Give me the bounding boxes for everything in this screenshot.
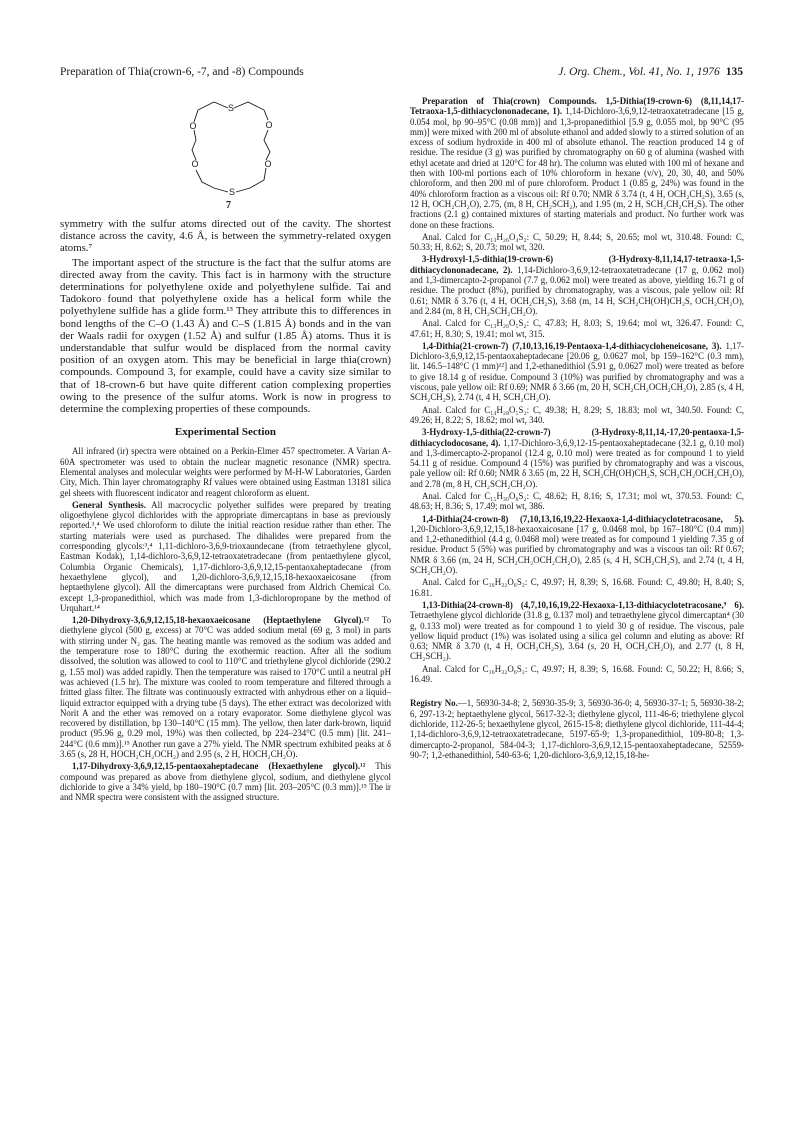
- paragraph-heading: 3-Hydroxyl-1,5-dithia(19-crown-6) (3-Hydroxy-8,11,14,17-tetraoxa-1,5-dithiacyclononadecane, 2).: [410, 254, 744, 275]
- compound-number: 7: [226, 200, 231, 211]
- analysis-line: Anal. Calcd for C₁₅H₃₀O₆S₂: C, 48.62; H, 8.16; S, 17.31; mol wt, 370.53. Found: C, 48.63; H, 8.36; S, 17.49; mol wt, 386.: [410, 490, 744, 512]
- oxygen-atom: O: [264, 159, 272, 169]
- experimental-paragraph: [410, 341, 744, 403]
- registry-heading: Registry No.: [410, 698, 458, 709]
- paragraph-body: To diethylene glycol (500 g, excess) at 70°C was added sodium metal (69 g, 3 mol) in parts with stirring under N₂ gas. The heating mantle was removed as the sodium was added and the temperature rose to 180°C during the exothermic reaction. After all the sodium dissolved, the solution was allowed to cool to 110°C and triethylene glycol dichloride (290.2 g, 1.55 mol) was added rapidly. Then the temperature was raised to 170°C until a neutral pH was achieved (1.5 hr). The mixture was cooled to room temperature and filtered through a fritted glass filter. The filtrate was continuously extracted with anhydrous ether on a liquid–liquid extractor equipped with a drying tube (5 days). The ether extract was decolorized with Norit A and the ether was removed on a rotary evaporator. Some diethylene glycol was recovered by distillation, bp 130–140°C (15 mm). The yellow, then later dark-brown, liquid product (95.96 g, 0.29 mol, 19%) was then collected, bp 224–234°C (0.5 mm) [lit. 241–244°C (0.6 mm)].¹⁵ Another run gave a 27% yield. The NMR spectrum exhibited peaks at δ 3.65 (s, 28 H, HOCH₂CH₂OCH₂) and 2.95 (s, 2 H, HOCH₂CH₂O).: [60, 615, 391, 760]
- crown-ether-structure: [188, 98, 274, 202]
- running-header: [60, 66, 743, 82]
- paragraph-heading: 1,4-Dithia(24-crown-8) (7,10,13,16,19,22-Hexaoxa-1,4-dithiacyclotetracosane, 5).: [422, 513, 744, 524]
- body-paragraph: The important aspect of the structure is the fact that the sulfur atoms are directed away from the cavity. This fact is in harmony with the structure determinations for polyethylene oxide and polyethylene sulfide. Tai and Tadokoro found that polyethylene oxide has a helical form while the polyethylene sulfide has a glide form.¹³ They attribute this to differences in bond lengths of the C–O (1.43 Å) and C–S (1.815 Å) bonds and in the van der Waals radii for oxygen (1.52 Å) and sulfur (1.85 Å) atoms. Thus it is understandable that sulfur would be displaced from the normal cavity position of an oxygen atom. This may be beneficial in large thia(crown) compounds. Compound 3, for example, could have a cavity size similar to that of 18-crown-6 but have quite different cation complexing properties owing to the presence of the sulfur atoms. Work is now in progress to determine the complexing properties of these compounds.: [60, 256, 391, 416]
- experimental-paragraph: [410, 600, 744, 662]
- registry-body: —1, 56930-34-8; 2, 56930-35-9; 3, 56930-36-0; 4, 56930-37-1; 5, 56930-38-2; 6, 297-13-2; heptaethylene glycol, 5617-32-3; diethylene glycol, 111-46-6; triethylene glycol dichloride, 112-26-5; hexaethylene glycol, 2615-15-8; diethylene glycol dichloride, 111-44-4; 1,14-dichloro-3,6,9,12-tetraoxatetradecane, 5197-65-9; 1,3-propanedithiol, 109-80-8; 1,3-dimercapto-2-propanol, 584-04-3; 1,17-dichloro-3,6,9,12,15-pentaoxaheptadecane, 52559-90-7; 1,2-ethanedithiol, 540-63-6; 1,20-dichloro-3,6,9,12,15,18-he-: [410, 698, 744, 760]
- experimental-paragraph: [60, 615, 391, 759]
- oxygen-atom: O: [191, 159, 199, 169]
- journal-citation: J. Org. Chem., Vol. 41, No. 1, 1976: [558, 66, 720, 78]
- left-column: [60, 96, 391, 1086]
- paragraph-body: 1,14-Dichloro-3,6,9,12-tetraoxatetradecane [15 g, 0.054 mol, bp 90–95°C (0.08 mm)] and 1,3-propanedithiol [5.9 g, 0.055 mol, bp 90°C (95 mm)] were mixed with 200 ml of absolute ethanol and added slowly to a stirred solution of an excess of sodium hydroxide in 400 ml of absolute ethanol. The reaction produced 14 g of residue. The residue (3 g) was purified by chromatography on 60 g of alumina (washed with ethyl acetate and dried at 120°C for 48 hr). The column was eluted with 100 ml of hexane and then with 100-ml portions each of 10% chloroform in hexane (v/v), 20, 30, 40, and 50% chloroform, and then 200 ml of pure chloroform. Product 1 (0.85 g, 24%) was found in the 40% chloroform fraction as a viscous oil: Rf 0.70; NMR δ 3.74 (t, 4 H, OCH₂CH₂S), 3.65 (s, 12 H, OCH₂CH₂O), 2.75, (m, 8 H, CH₂SCH₂), and 1.95 (m, 2 H, SCH₂CH₂CH₂S). The other fractions (2.1 g) contained mixtures of starting materials and product. No further work was done on these fractions.: [410, 106, 744, 230]
- paragraph-body: 1,20-Dichloro-3,6,9,12,15,18-hexaoxaicosane [17 g, 0.0468 mol, bp 167–180°C (0.4 mm)] and 1,2-ethanedithiol (4.4 g, 0.0468 mol) were treated as for compound 1 yielding 7.35 g of residue. Product 5 (5%) was purified by chromatography and was a viscous tan oil: Rf 0.67; NMR δ 3.66 (m, 24 H, SCH₂CH₂OCH₂CH₂O), 2.85 (s, 4 H, SCH₂CH₂S), and 2.74 (t, 4 H, SCH₂CH₂O).: [410, 523, 744, 576]
- analysis-line: Anal. Calcd for C₁₆H₃₂O₆S₂: C, 49.97; H, 8.39; S, 16.68. Found: C, 49.80; H, 8.40; S, 16.81.: [410, 577, 744, 598]
- paragraph-heading: 1,17-Dihydroxy-3,6,9,12,15-pentaoxaheptadecane (Hexaethylene glycol).¹²: [72, 761, 366, 772]
- experimental-paragraph: [60, 761, 391, 802]
- paragraph-heading: 1,20-Dihydroxy-3,6,9,12,15,18-hexaoxaeicosane (Heptaethylene Glycol).¹²: [72, 615, 369, 626]
- structure-figure: [60, 96, 391, 214]
- paragraph-heading: General Synthesis.: [72, 499, 146, 510]
- oxygen-atom: O: [265, 120, 273, 130]
- spacer: [410, 686, 744, 698]
- analysis-line: Anal. Calcd for C₁₃H₂₆O₄S₂: C, 50.29; H, 8.44; S, 20.65; mol wt, 310.48. Found: C, 50.33; H, 8.62; S, 20.73; mol wt, 320.: [410, 231, 744, 253]
- paragraph-body: 1,17-Dichloro-3,6,9,12-15-pentaoxaheptadecane (32.1 g, 0.10 mol) and 1,3-dimercapto-2-propanol (12.4 g, 0.10 mol) were treated as for compound 1 to yield 54.11 g of residue. Compound 4 (15%) was purified by chromatography and was a viscous, pale yellow oil: Rf 0.60; NMR δ 3.65 (m, 22 H, SCH₂CH(OH)CH₂S, SCH₂CH₂OCH₂CH₂O), and 2.78 (m, 8 H, CH₂SCH₂CH₂O).: [410, 437, 744, 489]
- header-journal-info: [558, 66, 743, 78]
- experimental-paragraph: [410, 254, 744, 316]
- paragraph-body: 1,14-Dichloro-3,6,9,12-tetraoxatetradecane (17 g, 0.062 mol) and 1,3-dimercapto-2-propanol (7.7 g, 0.062 mol) were treated as above, yielding 16.71 g of residue. The product (8%), purified by chromatography, was a viscous, pale yellow oil: Rf 0.61; NMR δ 3.76 (t, 4 H, OCH₂CH₂S), 3.68 (m, 14 H, SCH₂CH(OH)CH₂S, OCH₂CH₂O), and 2.84 (m, 8 H, CH₂SCH₂CH₂O).: [410, 264, 744, 316]
- analysis-line: Anal. Calcd for C₁₄H₂₈O₅S₂: C, 49.38; H, 8.29; S, 18.83; mol wt, 340.50. Found: C, 49.26; H, 8.22; S, 18.62; mol wt, 340.: [410, 404, 744, 425]
- paragraph-heading: Preparation of Thia(crown) Compounds. 1,5-Dithia(19-crown-6) (8,11,14,17-Tetraoxa-1,5-dithiacyclononadecane, 1).: [410, 96, 744, 117]
- page-number: 135: [725, 66, 743, 78]
- experimental-paragraph: All infrared (ir) spectra were obtained on a Perkin-Elmer 457 spectrometer. A Varian A-60A spectrometer was used to obtain the nuclear magnetic resonance (NMR) spectra. Elemental analyses and molecular weights were performed by M-H-W Laboratories, Garden City, Mich. Thin layer chromatography Rf values were obtained using Eastman 13181 silica gel sheets with fluorescent indicator and reagent chloroform as eluent.: [60, 446, 391, 498]
- experimental-paragraph: [410, 96, 744, 230]
- paragraph-heading: 3-Hydroxy-1,5-dithia(22-crown-7) (3-Hydroxy-8,11,14,-17,20-pentaoxa-1,5-dithiacyclodocosane, 4).: [410, 427, 744, 448]
- body-paragraph: symmetry with the sulfur atoms directed out of the cavity. The shortest distance across the cavity, 4.6 Å, is between the symmetry-related oxygen atoms.⁷: [60, 218, 391, 255]
- experimental-paragraph: [410, 427, 744, 489]
- analysis-line: Anal. Calcd for C₁₆H₃₂O₆S₂: C, 49.97; H, 8.39; S, 16.68. Found: C, 50.22; H, 8.66; S, 16.49.: [410, 663, 744, 685]
- registry-numbers: [410, 698, 744, 760]
- paragraph-heading: 1,4-Dithia(21-crown-7) (7,10,13,16,19-Pentaoxa-1,4-dithiacycloheneicosane, 3).: [422, 340, 722, 351]
- experimental-paragraph: [60, 500, 391, 613]
- right-column: [410, 96, 744, 1086]
- header-title: Preparation of Thia(crown-6, -7, and -8) Compounds: [60, 66, 304, 78]
- sulfur-atom: S: [228, 187, 236, 197]
- paragraph-body: This compound was prepared as above from diethylene glycol, sodium, and diethylene glycol dichloride to give a 34% yield, bp 180–190°C (0.7 mm) [lit. 203–205°C (0.3 mm)].¹⁵ The ir and NMR spectra were consistent with the assigned structure.: [60, 761, 391, 803]
- oxygen-atom: O: [189, 121, 197, 131]
- sulfur-atom: S: [227, 103, 235, 113]
- paragraph-body: Tetraethylene glycol dichloride (31.8 g, 0.137 mol) and tetraethylene glycol dimercaptan⁴ (30 g, 0.133 mol) were treated as for compound 1 to yield 30 g of residue. The viscous, pale yellow liquid product (1%) was isolated using a silica gel column and eluting as above: Rf 0.63; NMR δ 3.70 (t, 4 H, OCH₂CH₂S), 3.64 (s, 20 H, OCH₂CH₂O), and 2.77 (t, 8 H, CH₂SCH₂).: [410, 610, 744, 662]
- analysis-line: Anal. Calcd for C₁₃H₂₆O₅S₂: C, 47.83; H, 8.03; S, 19.64; mol wt, 326.47. Found: C, 47.61; H, 8.30; S, 19.41; mol wt, 315.: [410, 318, 744, 339]
- experimental-paragraph: [410, 514, 744, 576]
- section-heading: Experimental Section: [174, 426, 277, 439]
- paragraph-body: 1,17-Dichloro-3,6,9,12,15-pentaoxaheptadecane [20.06 g, 0.0627 mol, bp 159–162°C (0.3 mm), lit. 146.5–148°C (1 mm)¹²] and 1,2-ethanedithiol (5.91 g, 0.0627 mol) were treated as before to give 18.14 g of residue. Compound 3 (10%) was purified by chromatography and was a viscous, pale yellow oil: Rf 0.69; NMR δ 3.66 (m, 20 H, SCH₂CH₂OCH₂CH₂O), 2.85 (s, 4 H, SCH₂CH₂S), 2.74 (t, 4 H, SCH₂CH₂O).: [410, 340, 744, 403]
- paragraph-body: All macrocyclic polyether sulfides were prepared by treating oligoethylene glycol dichlorides with the appropriate dimercaptans in base as previously reported.³,⁴ We used chloroform to dilute the initial reaction residue rather than ether. The starting materials were used as purchased. The dihalides were prepared from the corresponding glycols:³,⁴ 1,11-dichloro-3,6,9-trioxaundecane (from tetraethylene glycol, Eastman Kodak), 1,14-dichloro-3,6,9,12-tetraoxatetradecane (from pentaethylene glycol, Columbia Organic Chemicals), 1,17-dichloro-3,6,9,12,15-pentaoxaheptadecane (from hexaethylene glycol), and 1,20-dichloro-3,6,9,12,15,18-hexaoxaeicosane (from heptaethylene glycol). All the dimercaptans were purchased from Aldrich Chemical Co. except 1,3-propanedithiol, which was made from 1,3-dichloropropane by the method of Urquhart.¹⁴: [60, 499, 391, 613]
- paragraph-heading: 1,13-Dithia(24-crown-8) (4,7,10,16,19,22-Hexaoxa-1,13-dithiacyclotetracosane,⁹ 6).: [422, 599, 744, 610]
